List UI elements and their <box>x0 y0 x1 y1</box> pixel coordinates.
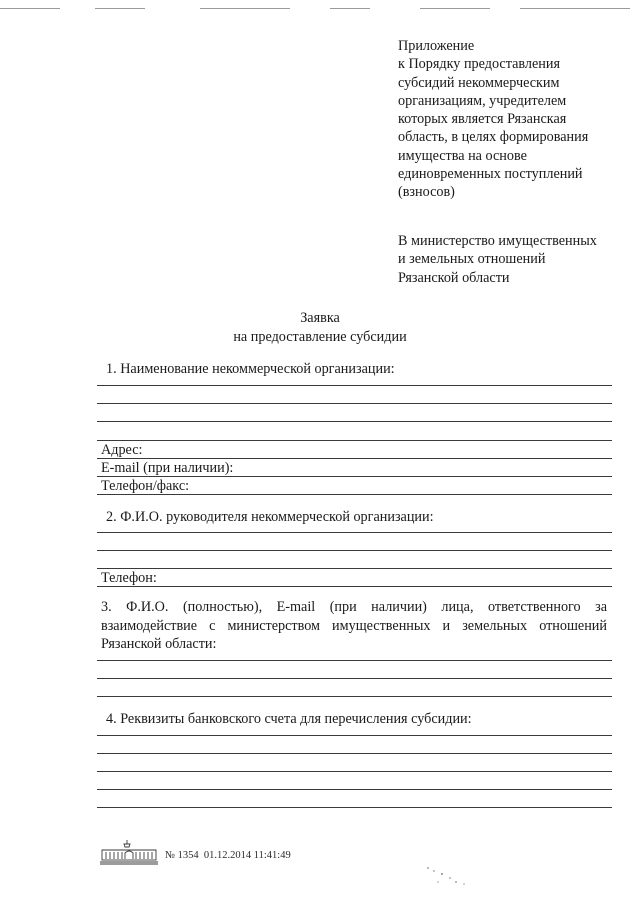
section-3-fill-line[interactable] <box>97 678 612 679</box>
addressee-block <box>398 232 628 287</box>
section-4-fill-line[interactable] <box>97 771 612 772</box>
section-4-fill-line[interactable] <box>97 789 612 790</box>
email-label: E-mail (при наличии): <box>101 460 234 476</box>
section-3-text <box>101 598 607 654</box>
document-title: Заявка <box>300 310 340 326</box>
document-number: № 1354 <box>165 850 199 861</box>
section-2-fill-line[interactable] <box>97 568 612 569</box>
document-subtitle: на предоставление субсидии <box>233 329 407 345</box>
section-1-fill-line[interactable] <box>97 403 612 404</box>
scan-specks <box>420 862 480 892</box>
phone-label: Телефон: <box>101 570 157 586</box>
addressee-line: Рязанской области <box>398 269 510 286</box>
section-2-fill-line[interactable] <box>97 532 612 533</box>
section-3-line: Рязанской области: <box>101 636 217 652</box>
addressee-line: В министерство имущественных <box>398 233 597 249</box>
phone-fax-fill-line[interactable] <box>97 494 612 495</box>
section-4-fill-line[interactable] <box>97 753 612 754</box>
section-3-fill-line[interactable] <box>97 696 612 697</box>
section-3-fill-line[interactable] <box>97 660 612 661</box>
addressee-line: и земельных отношений <box>398 251 546 268</box>
section-2-label: 2. Ф.И.О. руководителя некоммерческой организации: <box>106 509 434 525</box>
appendix-line: единовременных поступлений <box>398 166 583 183</box>
phone-fax-label: Телефон/факс: <box>101 478 190 494</box>
appendix-line: к Порядку предоставления <box>398 56 560 73</box>
section-1-fill-line[interactable] <box>97 440 612 441</box>
address-label: Адрес: <box>101 442 143 458</box>
appendix-block <box>398 37 628 202</box>
registration-meta <box>165 850 291 861</box>
building-emblem-icon <box>98 838 160 866</box>
section-1-fill-line[interactable] <box>97 421 612 422</box>
section-1-label: 1. Наименование некоммерческой организации: <box>106 361 395 377</box>
appendix-line: (взносов) <box>398 184 455 201</box>
section-4-label: 4. Реквизиты банковского счета для перечисления субсидии: <box>106 711 472 727</box>
appendix-line: субсидий некоммерческим <box>398 74 560 91</box>
section-1-fill-line[interactable] <box>97 385 612 386</box>
section-3-line: взаимодействие с министерством имущественных и земельных отношений <box>101 617 607 634</box>
registration-stamp <box>98 838 358 868</box>
appendix-line: область, в целях формирования <box>398 129 589 146</box>
section-3-line: 3. Ф.И.О. (полностью), E-mail (при наличии) лица, ответственного за <box>101 599 607 615</box>
appendix-line: Приложение <box>398 38 475 54</box>
phone-fill-line[interactable] <box>97 586 612 587</box>
section-4-fill-line[interactable] <box>97 807 612 808</box>
appendix-line: которых является Рязанская <box>398 111 567 128</box>
section-4-fill-line[interactable] <box>97 735 612 736</box>
registration-datetime: 01.12.2014 11:41:49 <box>203 850 291 861</box>
appendix-line: имущества на основе <box>398 147 527 164</box>
scan-artifact-top <box>0 8 640 10</box>
section-2-fill-line[interactable] <box>97 550 612 551</box>
appendix-line: организациям, учредителем <box>398 92 567 109</box>
